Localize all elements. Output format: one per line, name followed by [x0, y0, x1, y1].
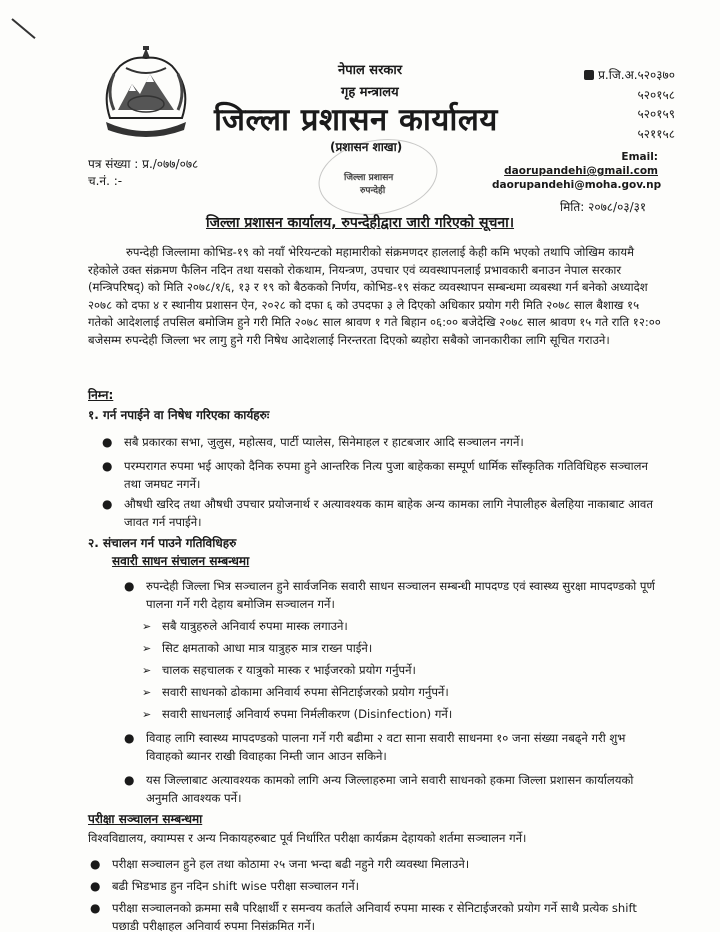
phone-number: ५२०१५९ [637, 107, 675, 121]
list-item: ● रुपन्देही जिल्ला भित्र सञ्चालन हुने सार्वजनिक सवारी साधन सञ्चालन सम्बन्धी मापदण्ड एवं स्वास्थ्य सुरक्षा मापदण्डको पूर्ण पालना गर्ने गरी देहाय बमोजिम सञ्चालन गर्ने। [124, 579, 655, 611]
stamp-text-office: जिल्ला प्रशासन [344, 173, 394, 183]
nepal-emblem-icon [96, 44, 196, 140]
vehicle-subsection-title: सवारी साधन संचालन सम्बन्धमा [112, 554, 250, 568]
allowed-section-title: २. संचालन गर्न पाउने गतिविधिहरु [88, 536, 237, 550]
corner-pen-mark [11, 18, 35, 39]
phone-numbers [540, 66, 675, 144]
letter-ref-number: पत्र संख्या : प्र./०७७/०७८ [88, 157, 199, 171]
phone-line [540, 66, 675, 86]
list-item: ● परम्परागत रुपमा भई आएको दैनिक रुपमा हुने आन्तरिक नित्य पुजा बाहेकका सम्पूर्ण धार्मिक साँस्कृतिक गतिविधिहरु सञ्चालन तथा जमघट नगर्ने। [102, 459, 648, 491]
email-moha-link[interactable]: daorupandehi@moha.gov.np [492, 179, 662, 191]
list-item: ● परीक्षा सञ्चालन हुने हल तथा कोठामा २५ जना भन्दा बढी नहुने गरी व्यवस्था मिलाउने। [90, 857, 470, 871]
branch-name: (प्रशासन शाखा) [330, 140, 403, 154]
reference-block [88, 156, 198, 190]
list-item: ● बढी भिडभाड हुन नदिन shift wise परीक्षा सञ्चालन गर्ने। [90, 879, 360, 893]
office-title: जिल्ला प्रशासन कार्यालय [214, 102, 498, 138]
sub-list-item: ➢ सबै यात्रुहरुले अनिवार्य रुपमा मास्क लगाउने। [142, 619, 348, 633]
list-item: ● औषधी खरिद तथा औषधी उपचार प्रयोजनार्थ र अत्यावश्यक काम बाहेक अन्य कामका लागि नेपालीहरु बेलहिया नाकाबाट आवत जावत गर्न नपाईने। [102, 497, 653, 529]
phone-number: ५२०१५८ [637, 87, 675, 102]
list-item: ● परीक्षा सञ्चालनको क्रममा सबै परिक्षार्थी र समन्वय कर्ताले अनिवार्य रुपमा मास्क र सेनिटाईजरको प्रयोग गर्ने साथै प्रत्येक shift पछाडी परीक्षाहल अनिवार्य रुपमा निसंक्रमित गर्ने। [90, 901, 637, 932]
sub-list-item: ➢ सवारी साधनको ढोकामा अनिवार्य रुपमा सेनिटाईजरको प्रयोग गर्नुपर्ने। [142, 685, 449, 699]
ministry-name: गृह मन्त्रालय [341, 85, 399, 100]
email-line-1 [492, 150, 658, 178]
email-label: Email: [621, 151, 658, 163]
stamp-text-district: रुपन्देही [360, 186, 386, 196]
notice-title: जिल्ला प्रशासन कार्यालय, रुपन्देहीद्वारा जारी गरिएको सूचना। [206, 215, 515, 231]
email-gmail-link[interactable]: daorupandehi@gmail.com [504, 165, 658, 177]
intro-paragraph: रुपन्देही जिल्लामा कोभिड-१९ को नयाँ भेरियन्टको महामारीको संक्रमणदर हाललाई केही कमि भएको तथापि जोखिम कायमै रहेकोले उक्त संक्रमण फैलिन नदिन तथा यसको रोकथाम, नियन्त्रण, उपचार एवं व्यवस्थापनलाई प्रभावकारी बनाउन नेपाल सरकार (मन्त्रिपरिषद्) को मिति २०७८/१/६, १३ र १९ को बैठकको निर्णय, कोभिड-१९ संकट व्यवस्थापन सम्बन्धमा व्यबस्था गर्न बनेको अध्यादेश २०७८ को दफा ४ र स्थानीय प्रशासन ऐन, २०२८ को दफा ६ को उपदफा ३ ले दिएको अधिकार प्रयोग गरी मिति २०७८ साल बैशाख १५ गतेको आदेशलाई तपसिल बमोजिम हुने गरी मिति २०७८ साल श्रावण १ गते बिहान ०६:०० बजेदेखि २०७८ साल श्रावण १५ गते राति १२:०० बजेसम्म रुपन्देही जिल्ला भर लागु हुने गरी निषेध आदेशलाई निरन्तरता दिएको ब्यहोरा सबैको जानकारीका लागि सूचित गराउने। [88, 245, 661, 347]
list-item: ● सबै प्रकारका सभा, जुलुस, महोत्सव, पार्टी प्यालेस, सिनेमाहल र हाटबजार आदि सञ्चालन नगर्ने। [102, 435, 524, 449]
telephone-icon [584, 70, 594, 80]
gov-name: नेपाल सरकार [338, 63, 403, 78]
email-block [492, 150, 662, 192]
dispatch-number: च.नं. :- [88, 174, 123, 188]
exam-subsection-title: परीक्षा सञ्चालन सम्बन्धमा [88, 812, 203, 826]
sub-list-item: ➢ सवारी साधनलाई अनिवार्य रुपमा निर्मलीकरण (Disinfection) गर्ने। [142, 707, 453, 721]
instructions-label: निम्न: [88, 388, 114, 402]
prohibited-section-title: १. गर्न नपाईने वा निषेध गरिएका कार्यहरुः [88, 408, 270, 422]
list-item: ● विवाह लागि स्वास्थ्य मापदण्डको पालना गर्ने गरी बढीमा २ वटा साना सवारी साधनमा १० जना संख्या नबढ्ने गरी शुभ विवाहको ब्यानर राखी विवाहका निम्ती जान आउन सकिने। [124, 731, 626, 763]
exam-intro: विश्वविद्यालय, क्याम्पस र अन्य निकायहरुबाट पूर्व निर्धारित परीक्षा कार्यक्रम देहायको शर्तमा सञ्चालन गर्ने। [88, 831, 527, 845]
notice-date: मिति: २०७८/०३/३१ [560, 200, 647, 214]
sub-list-item: ➢ चालक सहचालक र यात्रुको मास्क र भाईजरको प्रयोग गर्नुपर्ने। [142, 663, 416, 677]
phone-number: ५२११५८ [637, 126, 675, 141]
sub-list-item: ➢ सिट क्षमताको आधा मात्र यात्रुहरु मात्र राख्न पाईने। [142, 641, 373, 655]
list-item: ● यस जिल्लाबाट अत्यावश्यक कामको लागि अन्य जिल्लाहरुमा जाने सवारी साधनको हकमा जिल्ला प्रशासन कार्यालयको अनुमति आवश्यक पर्ने। [124, 773, 634, 805]
phone-cdo: प्र.जि.अ.५२०३७० [598, 68, 675, 82]
